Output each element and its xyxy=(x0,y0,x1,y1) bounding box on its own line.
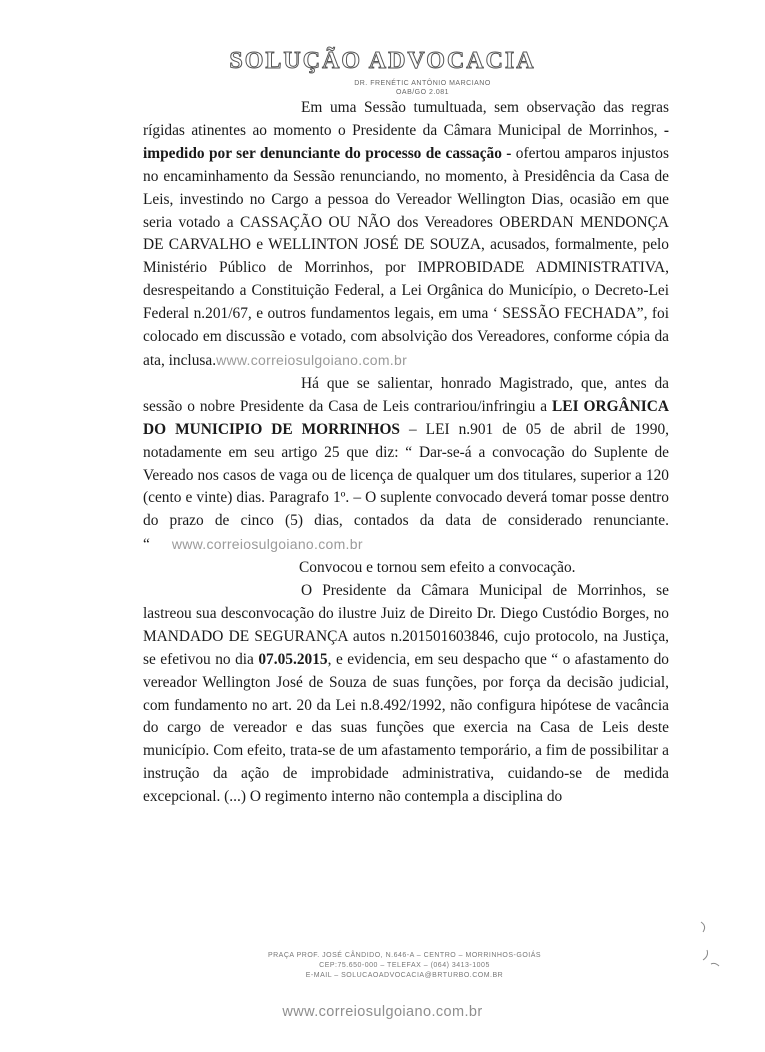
letterhead-oab-number: OAB/GO 2.081 xyxy=(395,89,450,96)
bold-date: 07.05.2015 xyxy=(258,650,328,668)
paragraph-president xyxy=(143,580,669,809)
paragraph-session xyxy=(143,97,669,373)
watermark-text: www.correiosulgoiano.com.br xyxy=(216,351,408,368)
paragraph-text: Em uma Sessão tumultuada, sem observação das regras rígidas atinentes ao momento o Presidente da Câmara Municipal de Morrinhos, xyxy=(143,99,669,139)
footer-watermark: www.correiosulgoiano.com.br xyxy=(282,1004,483,1020)
document-body xyxy=(143,97,669,809)
footer-email: E-MAIL – SOLUCAOADVOCACIA@BRTURBO.COM.BR xyxy=(305,972,504,979)
letterhead-lawyer-name: DR. FRENÉTIC ANTÔNIO MARCIANO xyxy=(354,80,491,87)
bold-phrase: - impedido por ser denunciante do processo de cassação - xyxy=(143,121,669,162)
watermark-text: www.correiosulgoiano.com.br xyxy=(171,536,363,553)
paragraph-convocation: Convocou e tornou sem efeito a convocação. xyxy=(299,559,576,577)
paragraph-text: ofertou amparos injustos no encaminhamento da Sessão renunciando, no momento, à Presidência da Casa de Leis, investindo no Cargo a pessoa do Vereador Wellington Dias, ocasião em que seria votado a CASSAÇÃO OU NÃO dos Vereadores OBERDAN MENDONÇA DE CARVALHO e WELLINTON JOSÉ DE SOUZA, acusados, formalmente, pelo Ministério Público de Morrinhos, por IMPROBIDADE ADMINISTRATIVA, desrespeitando a Constituição Federal, a Lei Orgânica do Município, o Decreto-Lei Federal n.201/67, e outros fundamentos legais, em uma ‘ SESSÃO FECHADA”, foi colocado em discussão e votado, com absolvição dos Vereadores, conforme cópia da ata, inclusa. xyxy=(143,144,669,369)
footer-phone: CEP:75.650-000 – TELEFAX – (064) 3413-1005 xyxy=(319,962,490,969)
paragraph-text: , e evidencia, em seu despacho que “ o afastamento do vereador Wellington José de Souza de suas funções, por força da decisão judicial, com fundamento no art. 20 da Lei n.8.492/1992, não configura hipótese de vacância do cargo de vereador e das suas funções que exercia na Casa de Leis deste município. Com efeito, trata-se de um afastamento temporário, a fim de possibilitar a instrução da ação de improbidade administrativa, cuidando-se de medida excepcional. (...) O regimento interno não contempla a disciplina do xyxy=(143,650,669,806)
bold-phrase: LEI ORGÂNICA DO MUNICIPIO DE MORRINHOS xyxy=(143,397,669,438)
letterhead-title: SOLUÇÃO ADVOCACIA xyxy=(229,48,536,74)
footer-address: PRAÇA PROF. JOSÉ CÂNDIDO, N.646-A – CENTRO – MORRINHOS-GOIÁS xyxy=(267,952,542,959)
paragraph-text: O Presidente da Câmara Municipal de Morrinhos, se lastreou sua desconvocação do ilustre Juiz de Direito Dr. Diego Custódio Borges, no MANDADO DE SEGURANÇA autos n.201501603846, cujo protocolo, na Justiça, se efetivou no dia xyxy=(143,582,669,668)
paragraph-text: – LEI n.901 de 05 de abril de 1990, notadamente em seu artigo 25 que diz: “ Dar-se-á a convocação do Suplente de Vereado nos casos de vaga ou de licença de qualquer um dos titulares, superior a 120 (cento e vinte) dias. Paragrafo 1º. – O suplente convocado deverá tomar posse dentro do prazo de cinco (5) dias, contados da data de considerado renunciante. “ xyxy=(143,420,669,554)
paragraph-text: Há que se salientar, honrado Magistrado, que, antes da sessão o nobre Presidente da Casa de Leis contrariou/infringiu a xyxy=(143,374,669,415)
paragraph-organic-law xyxy=(143,373,669,557)
